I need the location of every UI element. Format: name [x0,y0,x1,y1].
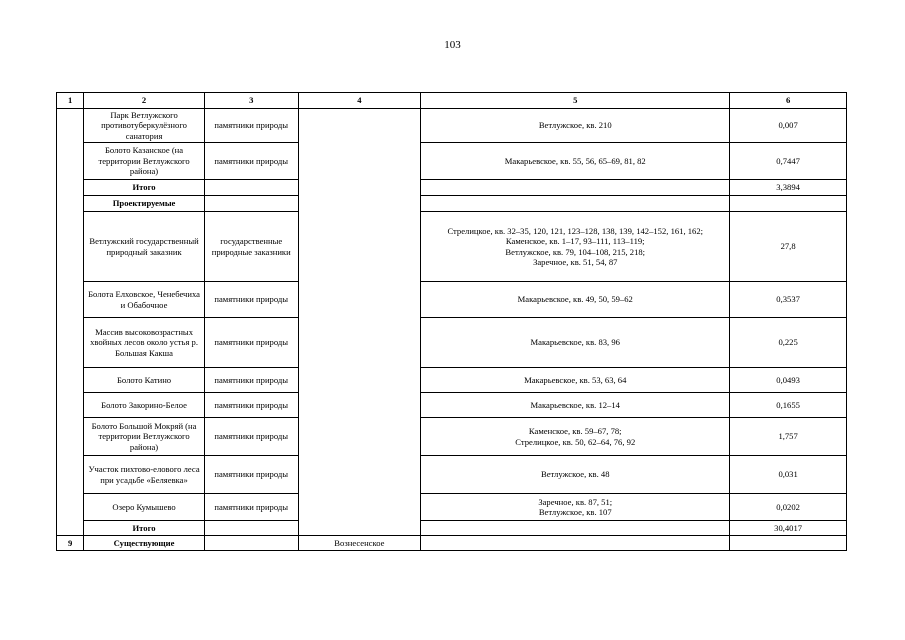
column-header: 4 [298,93,421,109]
table-row [57,536,847,551]
object-name-cell: Озеро Кумышево [84,494,205,521]
category-cell: памятники природы [204,456,298,494]
column-header: 1 [57,93,84,109]
district-cell: Вознесенское [298,536,421,551]
section-label: Существующие [84,536,205,551]
area-cell: 0,225 [730,318,847,368]
object-name-cell: Ветлужский государственный природный заказник [84,212,205,282]
empty-cell [421,196,730,212]
category-cell: государственные природные заказники [204,212,298,282]
category-cell: памятники природы [204,109,298,143]
table-row [57,494,847,521]
location-cell: Ветлужское, кв. 48 [421,456,730,494]
object-name-cell: Болото Казанское (на территории Ветлужского района) [84,143,205,180]
area-cell: 0,007 [730,109,847,143]
table-row [57,212,847,282]
category-cell: памятники природы [204,494,298,521]
object-name-cell: Массив высоковозрастных хвойных лесов около устья р. Большая Какша [84,318,205,368]
section-label: Проектируемые [84,196,205,212]
empty-cell [204,521,298,536]
category-cell: памятники природы [204,418,298,456]
row-number-cell: 9 [57,536,84,551]
empty-cell [204,536,298,551]
area-cell: 27,8 [730,212,847,282]
table-row [57,196,847,212]
column-header: 6 [730,93,847,109]
location-cell: Макарьевское, кв. 53, 63, 64 [421,368,730,393]
category-cell: памятники природы [204,143,298,180]
object-name-cell: Болото Катино [84,368,205,393]
object-name-cell: Участок пихтово-елового леса при усадьбе «Беляевка» [84,456,205,494]
empty-cell [730,536,847,551]
table-row [57,143,847,180]
location-cell: Каменское, кв. 59–67, 78; Стрелицкое, кв. 50, 62–64, 76, 92 [421,418,730,456]
area-cell: 0,7447 [730,143,847,180]
area-cell: 0,0202 [730,494,847,521]
object-name-cell: Парк Ветлужского противотуберкулёзного санатория [84,109,205,143]
page-number: 103 [444,39,461,51]
column-header: 2 [84,93,205,109]
empty-cell [730,196,847,212]
subtotal-label: Итого [84,521,205,536]
table-row [57,282,847,318]
empty-cell [421,536,730,551]
empty-cell [204,196,298,212]
merged-number-cell [57,109,84,536]
location-cell: Макарьевское, кв. 49, 50, 59–62 [421,282,730,318]
column-header: 5 [421,93,730,109]
table-row [57,456,847,494]
location-cell: Стрелицкое, кв. 32–35, 120, 121, 123–128, 138, 139, 142–152, 161, 162; Каменское, кв. 1–17, 93–111, 113–119; Ветлужское, кв. 79, 104–108, 215, 218; Заречное, кв. 51, 54, 87 [421,212,730,282]
column-header: 3 [204,93,298,109]
object-name-cell: Болото Закорино-Белое [84,393,205,418]
table-row [57,418,847,456]
location-cell: Макарьевское, кв. 83, 96 [421,318,730,368]
table-header-row [57,93,847,109]
merged-district-cell [298,109,421,536]
area-cell: 0,0493 [730,368,847,393]
object-name-cell: Болота Елховское, Ченебечиха и Обабочное [84,282,205,318]
location-cell: Заречное, кв. 87, 51; Ветлужское, кв. 107 [421,494,730,521]
table-row [57,368,847,393]
object-name-cell: Болото Большой Мокряй (на территории Ветлужского района) [84,418,205,456]
protected-areas-table [56,92,847,551]
category-cell: памятники природы [204,282,298,318]
table-row [57,521,847,536]
location-cell: Ветлужское, кв. 210 [421,109,730,143]
category-cell: памятники природы [204,368,298,393]
subtotal-value: 30,4017 [730,521,847,536]
table-row [57,109,847,143]
table-row [57,393,847,418]
area-cell: 0,1655 [730,393,847,418]
area-cell: 1,757 [730,418,847,456]
location-cell: Макарьевское, кв. 12–14 [421,393,730,418]
subtotal-value: 3,3894 [730,180,847,196]
table-row [57,180,847,196]
table-row [57,318,847,368]
category-cell: памятники природы [204,393,298,418]
location-cell: Макарьевское, кв. 55, 56, 65–69, 81, 82 [421,143,730,180]
empty-cell [421,521,730,536]
empty-cell [204,180,298,196]
category-cell: памятники природы [204,318,298,368]
area-cell: 0,3537 [730,282,847,318]
area-cell: 0,031 [730,456,847,494]
subtotal-label: Итого [84,180,205,196]
empty-cell [421,180,730,196]
